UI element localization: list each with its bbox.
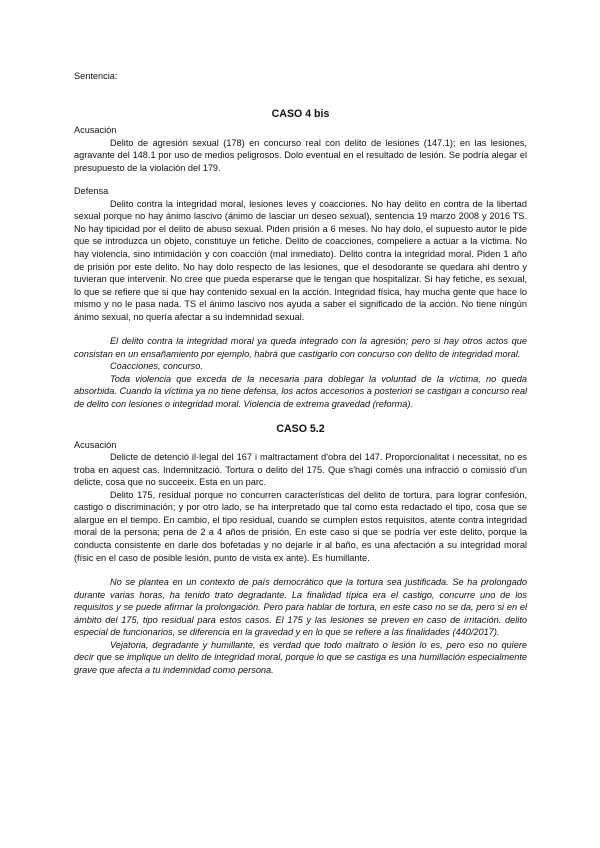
case-4-defensa-text: Delito contra la integridad moral, lesiones leves y coacciones. No hay delito en contra de la libertad sexual porque no hay ánimo lascivo (ánimo de lasciar un deseo sexual), sentencia 19 marzo 2008 y 2016 TS. No hay tipicidad por el delito de abuso sexual. Piden prisión a 6 meses. No hay dolo, el supuesto autor le pide que se introduzca un objeto, constituye un fetiche. Delito de coacciones, compeliere a actuar a la víctima. No hay violencia, sino intimidación y con coacción (mal inmediato). Delito contra la integridad moral. Piden 1 año de prisión por este delito. No hay dolo respecto de las lesiones, que el desodorante se quedara ahí dentro y tuvieran que intervenir. No cree que pueda esperarse que le tengan que hospitalizar. Si hay fetiche, es sexual, lo que se refiere que si que hay contenido sexual en la acción. Integridad física, hay mucha gente que hace lo mismo y no le pasa nada. TS el ánimo lascivo nos ayuda a saber el significado de la acción. No tiene ningún ánimo sexual, no quería afectar a su indemnidad sexual. <box>74 198 527 322</box>
case-5-title: CASO 5.2 <box>276 422 325 435</box>
case-4-note: Toda violencia que exceda de la necesaria para doblegar la voluntad de la víctima, no queda absorbida. Cuando la víctima ya no tiene defensa, los actos accesorios a posteriori se castigan a concurso real de delito con lesiones o integridad moral. Violencia de extrema gravedad (reforma). <box>74 373 527 410</box>
case-4-note: Coacciones, concurso. <box>110 361 203 372</box>
sentencia-label: Sentencia: <box>74 71 118 81</box>
case-4-acusacion-label: Acusación <box>74 125 117 135</box>
case-4-section <box>74 108 527 411</box>
case-5-paragraph: Delito 175, residual porque no concurren características del delito de tortura, para lograr confesión, castigo o discriminación; y por otro lado, se ha interpretado que tal como esta redactado el tipo, cosa que se alargue en el tiempo. En cambio, el tipo residual, cuando se cumplen estos requisitos, atente contra integridad moral de la persona; pena de 2 a 4 años de prisión. En este caso si que se podría ver este delito, porque la conducta consistente en darle dos bofetadas y no dejarle ir al baño, es una afectación a su integridad moral (físic en el caso de posible lesión, punto de vista ex ante). Es humillante. <box>74 489 527 563</box>
case-5-paragraph: Delicte de detenció il·legal del 167 i maltractament d'obra del 147. Proporcionalitat i necessitat, no es troba en aquest cas. Indemnització. Tortura o delito del 175. Que s'hagi comès una infracció o comissió d'un delicte, cosa que no succeeix. Esta en un parc. <box>74 452 527 488</box>
case-4-defensa-label: Defensa <box>74 186 109 197</box>
case-4-note: El delito contra la integridad moral ya queda integrado con la agresión; pero si hay otros actos que consistan en un ensañamiento por ejemplo, habrá que castigarlo con concurso con delito de integridad moral. <box>74 336 527 359</box>
document-body <box>74 108 527 676</box>
case-5-section <box>74 423 527 677</box>
case-5-note: No se plantea en un contexto de país democrático que la tortura sea justificada. Se ha prolongado durante varias horas, ha tenido trato degradante. La finalidad típica era el castigo, concurre uno de los requisitos y se puede afirmar la prolongación. Pero para hablar de tortura, en este caso no se da, pero si en el ámbito del 175, tipo residual para estos casos. El 175 y las lesiones se preven en caso de irritación. delito especial de funcionarios, se diferencia en la gravedad y en lo que se refiere a las finalidades (440/2017). <box>74 577 527 638</box>
case-5-acusacion-label: Acusación <box>74 439 117 450</box>
case-5-note: Vejatoria, degradante y humillante, es verdad que todo maltrato o lesión lo es, pero eso no quiere decir que se implique un delito de integridad moral, porque lo que se castiga es una humillación especialmente grave que afecta a tu indemnidad como persona. <box>74 639 527 675</box>
case-4-acusacion-text: Delito de agresión sexual (178) en concurso real con delito de lesiones (147.1); en las lesiones, agravante del 148.1 por uso de medios peligrosos. Dolo eventual en el resultado de lesión. Se podría alegar el presupuesto de la violación del 179. <box>74 137 527 173</box>
case-4-title: CASO 4 bis <box>271 108 330 120</box>
